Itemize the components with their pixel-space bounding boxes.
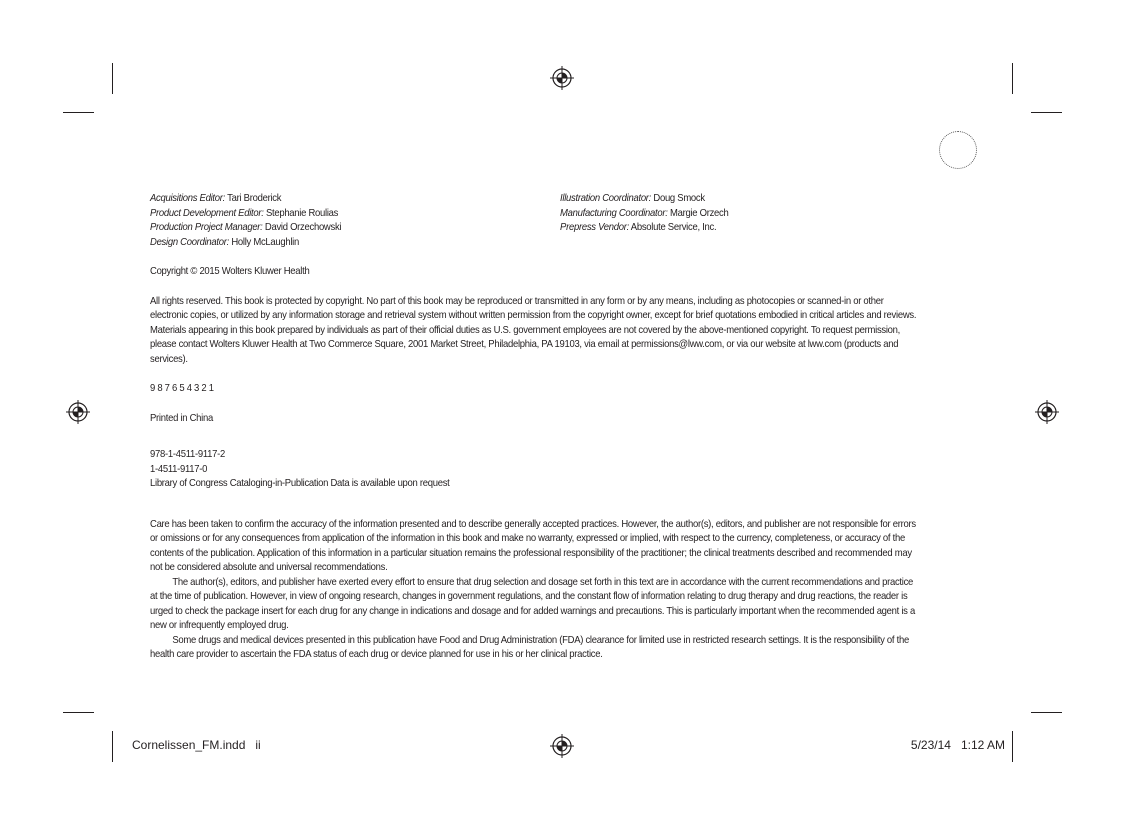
slug-filename: Cornelissen_FM.indd ii: [132, 738, 261, 752]
crop-mark: [63, 712, 94, 713]
credit-line: [560, 221, 918, 236]
registration-mark-icon: [66, 400, 90, 424]
credit-name: Margie Orzech: [667, 207, 729, 219]
crop-mark: [1012, 63, 1013, 94]
disclaimer-block: [150, 518, 918, 663]
isbn-13: 978-1-4511-9117-2: [150, 449, 225, 460]
credit-name: Tari Broderick: [224, 193, 282, 204]
crop-mark: [63, 112, 94, 113]
disclaimer-paragraph: Some drugs and medical devices presented in this publication have Food and Drug Administration (FDA) clearance for limited use in restricted research settings. It is the responsibility of the health care provider to ascertain the FDA status of each drug or device planned for use in his or her clinical practice.: [150, 634, 909, 660]
credit-line: [150, 236, 560, 251]
isbn-10: 1-4511-9117-0: [150, 463, 208, 475]
credit-line: [560, 207, 918, 222]
page-circle-icon: [939, 131, 977, 169]
credit-name: Stephanie Roulias: [263, 207, 339, 219]
credit-line: [150, 192, 560, 207]
disclaimer-paragraph: The author(s), editors, and publisher have exerted every effort to ensure that drug selection and dosage set forth in this text are in accordance with the current recommendations and practice at the time of publication. However, in view of ongoing research, changes in government regulations, and the constant flow of information relating to drug therapy and drug reactions, the reader is urged to check the package insert for each drug for any change in indications and dosage and for added warnings and precautions. This is particularly important when the recommended agent is a new or infrequently employed drug.: [150, 576, 915, 631]
credits-left: [150, 192, 560, 250]
credit-role: Design Coordinator:: [150, 236, 229, 248]
disclaimer-paragraph: Care has been taken to confirm the accuracy of the information presented and to describe generally accepted practices. However, the author(s), editors, and publisher are not responsible for errors or omissions or for any consequences from application of the information in this book and make no warranty, expressed or implied, with respect to the currency, completeness, or accuracy of the contents of the publication. Application of this information in a particular situation remains the professional responsibility of the practitioner; the clinical treatments described and recommended may not be considered absolute and universal recommendations.: [150, 518, 916, 573]
cip-notice: Library of Congress Cataloging-in-Publication Data is available upon request: [150, 478, 450, 489]
printed-in: Printed in China: [150, 412, 213, 424]
credit-role: Manufacturing Coordinator:: [560, 207, 668, 219]
crop-mark: [1012, 731, 1013, 762]
registration-mark-icon: [550, 66, 574, 90]
rights-paragraph: All rights reserved. This book is protected by copyright. No part of this book may be reproduced or transmitted in any form or by any means, including as photocopies or scanned-in or other electronic copies, or utilized by any information storage and retrieval system without written permission from the copyright owner, except for brief quotations embodied in critical articles and reviews. Materials appearing in this book prepared by individuals as part of their official duties as U.S. government employees are not covered by the above-mentioned copyright. To request permission, please contact Wolters Kluwer Health at Two Commerce Square, 2001 Market Street, Philadelphia, PA 19103, via email at permissions@lww.com, or via our website at lww.com (products and services).: [150, 295, 917, 365]
credit-name: Absolute Service, Inc.: [628, 222, 717, 233]
crop-mark: [112, 63, 113, 94]
credit-role: Illustration Coordinator:: [560, 193, 652, 204]
crop-mark: [112, 731, 113, 762]
credit-role: Production Project Manager:: [150, 222, 263, 233]
slug-datetime: 5/23/14 1:12 AM: [910, 738, 1005, 752]
credit-role: Prepress Vendor:: [560, 222, 629, 233]
crop-mark: [1031, 712, 1062, 713]
credit-name: Holly McLaughlin: [228, 236, 300, 248]
registration-mark-icon: [1035, 400, 1059, 424]
crop-mark: [1031, 112, 1062, 113]
credits-block: [150, 192, 918, 250]
credit-name: David Orzechowski: [262, 222, 342, 233]
credit-role: Product Development Editor:: [150, 207, 264, 219]
credit-line: [150, 221, 560, 236]
registration-mark-icon: [550, 734, 574, 758]
credit-role: Acquisitions Editor:: [150, 193, 225, 204]
credit-line: [560, 192, 918, 207]
credit-line: [150, 207, 560, 222]
credits-right: [560, 192, 918, 250]
isbn-block: [150, 448, 918, 492]
credit-name: Doug Smock: [651, 193, 705, 204]
copyright-page: [150, 192, 918, 663]
copyright-notice: Copyright © 2015 Wolters Kluwer Health: [150, 266, 310, 277]
printing-line: 9 8 7 6 5 4 3 2 1: [150, 383, 214, 394]
